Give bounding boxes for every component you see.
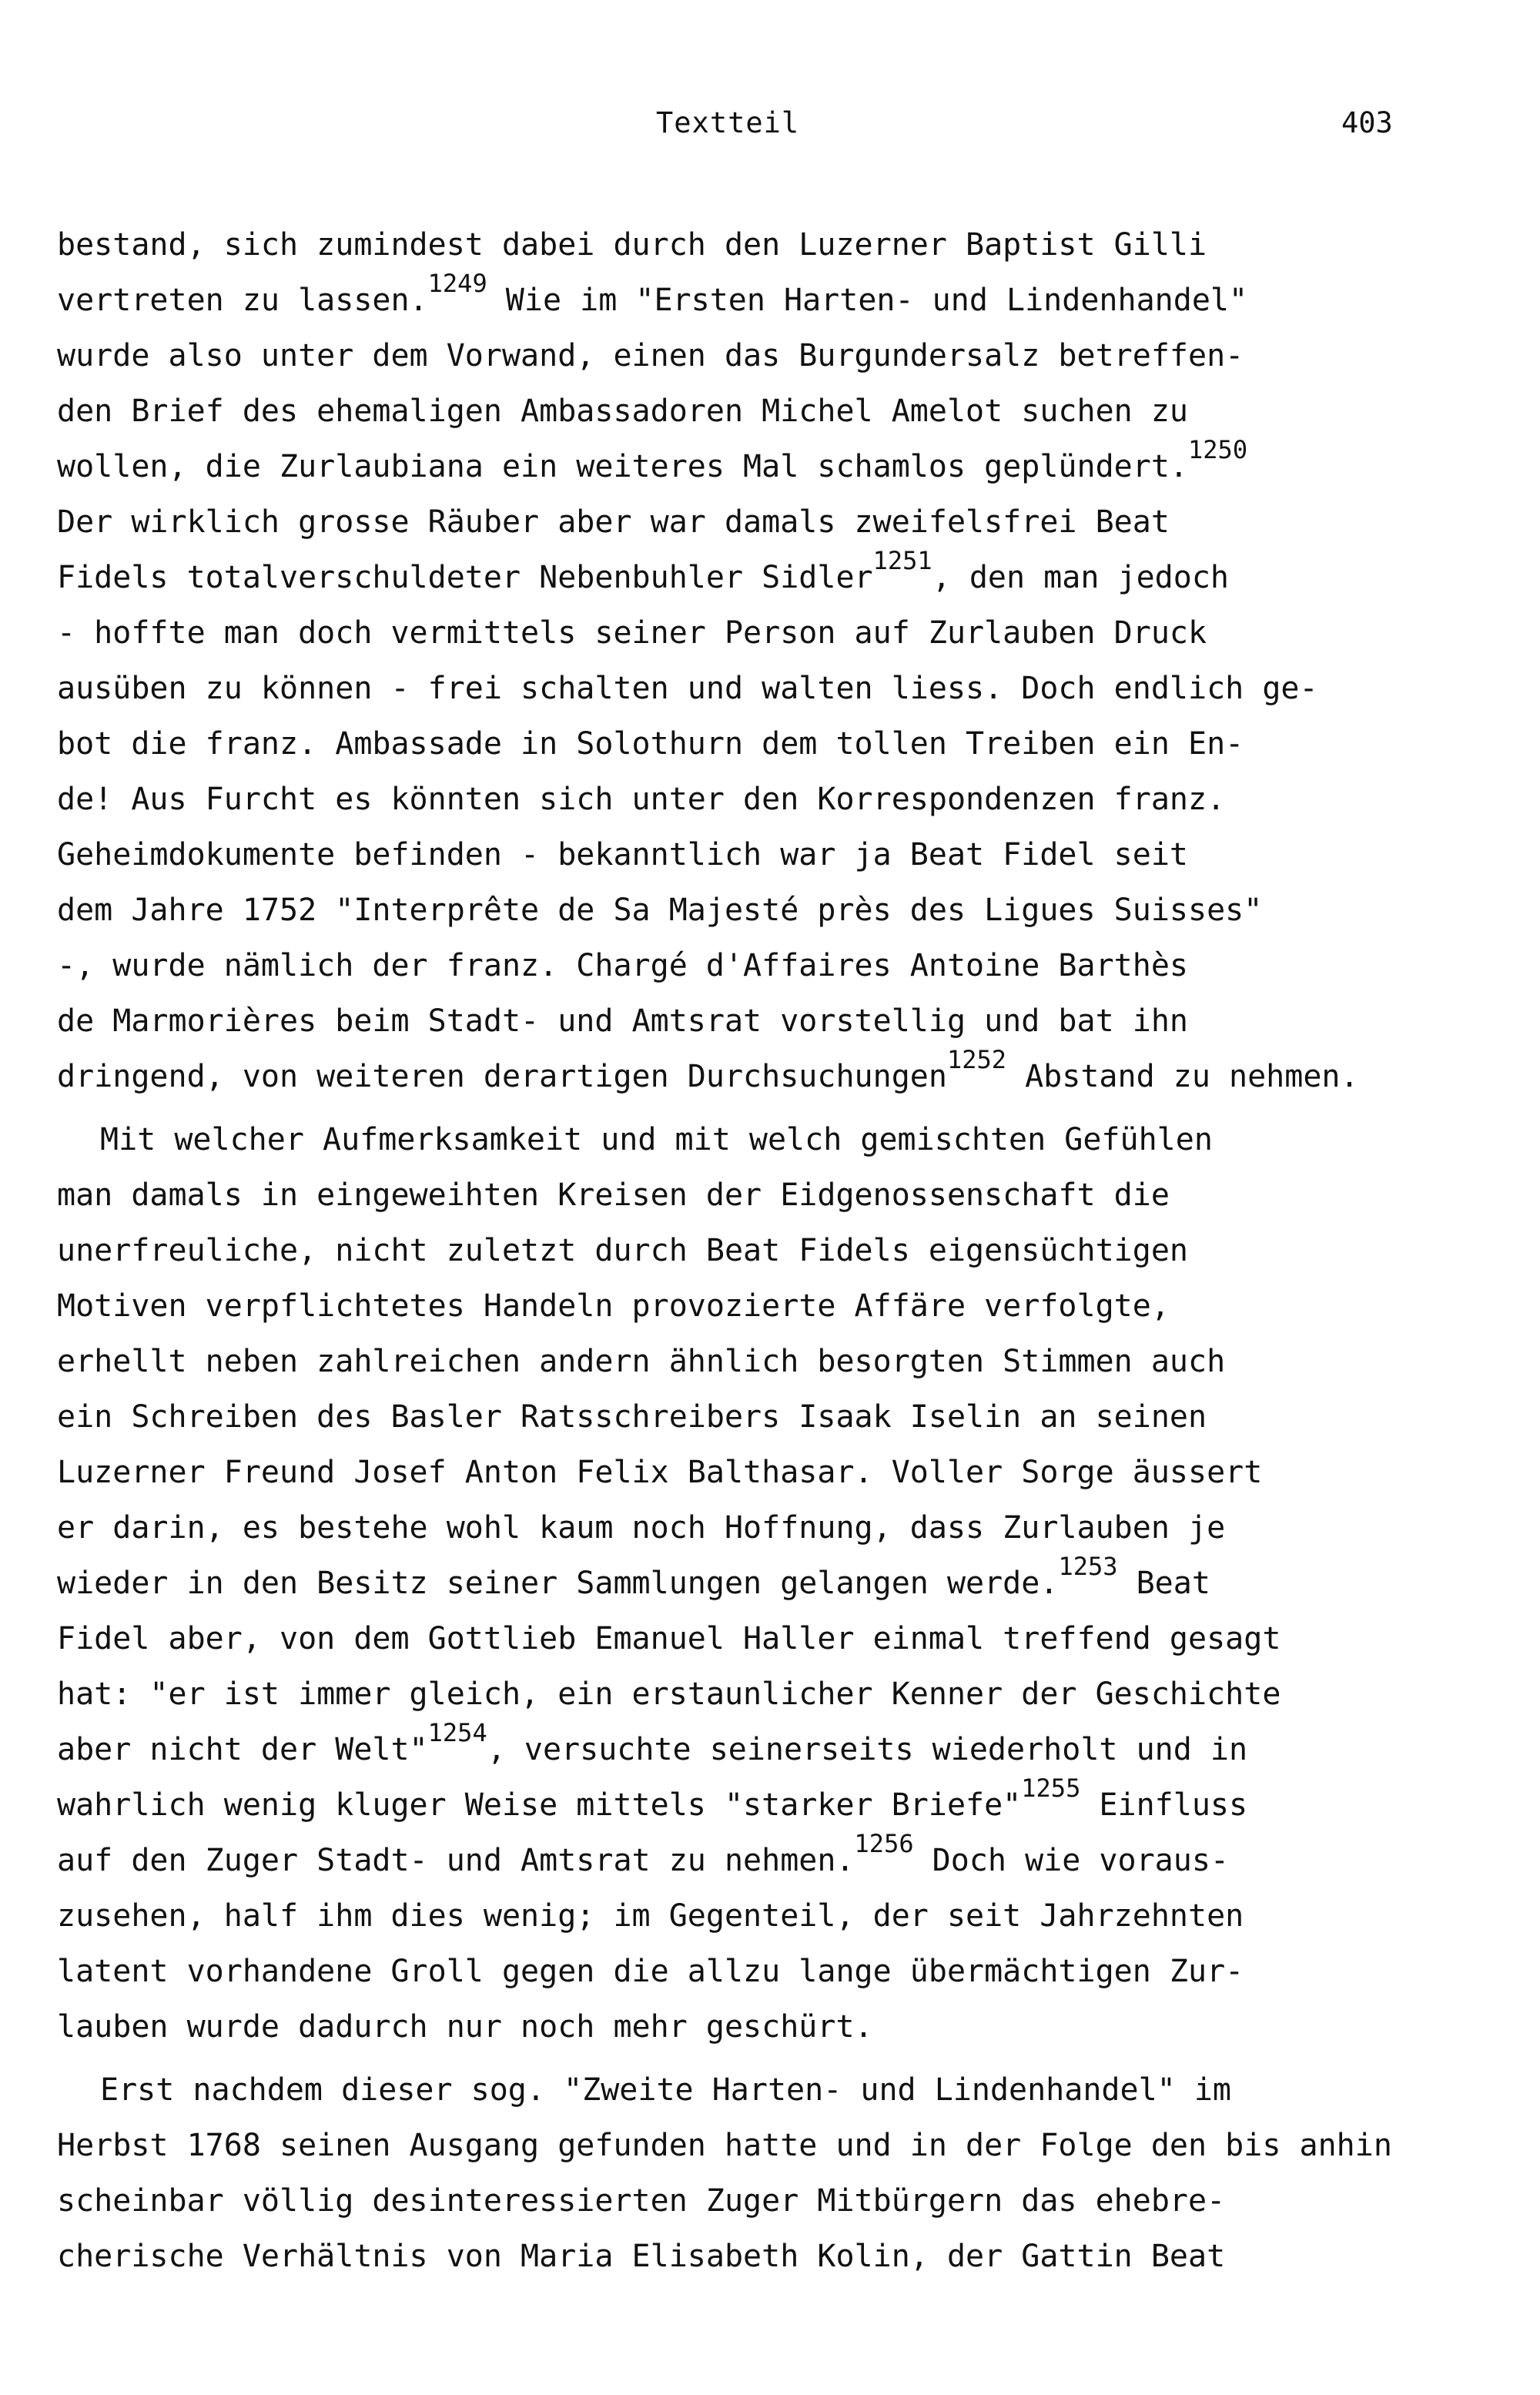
- text-line: [57, 1999, 1466, 2055]
- text-run: auf den Zuger Stadt- und Amtsrat zu nehmen.: [57, 1843, 855, 1878]
- footnote-marker: 1253: [1058, 1552, 1118, 1581]
- text-run: lauben wurde dadurch nur noch mehr geschürt.: [57, 2009, 873, 2045]
- text-run: erhellt neben zahlreichen andern ähnlich besorgten Stimmen auch: [57, 1344, 1226, 1379]
- text-run: ausüben zu können - frei schalten und walten liess. Doch endlich ge-: [57, 671, 1318, 706]
- text-line: [57, 546, 1466, 605]
- body-text: [57, 217, 1466, 2284]
- text-run: Mit welcher Aufmerksamkeit und mit welch gemischten Gefühlen: [100, 1122, 1213, 1157]
- text-run: Herbst 1768 seinen Ausgang gefunden hatte und in der Folge den bis anhin: [57, 2128, 1392, 2163]
- text-line: [57, 1611, 1466, 1666]
- text-run: hat: "er ist immer gleich, ein erstaunlicher Kenner der Geschichte: [57, 1676, 1281, 1712]
- text-line: [57, 1944, 1466, 1999]
- paragraph: [57, 217, 1466, 1104]
- text-run: den Brief des ehemaligen Ambassadoren Michel Amelot suchen zu: [57, 394, 1189, 429]
- text-line: [57, 2062, 1466, 2118]
- text-run: latent vorhandene Groll gegen die allzu lange übermächtigen Zur-: [57, 1954, 1244, 1989]
- text-line: [57, 2229, 1466, 2284]
- text-line: [57, 1167, 1466, 1223]
- text-run: Doch wie voraus-: [913, 1843, 1229, 1878]
- text-line: [57, 217, 1466, 273]
- text-line: [57, 772, 1466, 827]
- text-line: [57, 827, 1466, 883]
- footnote-marker: 1254: [427, 1718, 487, 1747]
- footnote-marker: 1249: [427, 269, 487, 298]
- text-line: [57, 435, 1466, 494]
- text-run: , versuchte seinerseits wiederholt und in: [487, 1732, 1248, 1767]
- text-run: Fidel aber, von dem Gottlieb Emanuel Haller einmal treffend gesagt: [57, 1621, 1281, 1656]
- text-line: [57, 1112, 1466, 1167]
- text-run: wollen, die Zurlaubiana ein weiteres Mal schamlos geplündert.: [57, 449, 1189, 484]
- text-run: , den man jedoch: [932, 560, 1229, 595]
- text-line: [57, 1888, 1466, 1944]
- text-run: Fidels totalverschuldeter Nebenbuhler Sidler: [57, 560, 873, 595]
- text-run: Erst nachdem dieser sog. "Zweite Harten- und Lindenhandel" im: [100, 2072, 1232, 2108]
- text-run: dringend, von weiteren derartigen Durchsuchungen: [57, 1059, 947, 1094]
- running-header: [0, 106, 1540, 152]
- text-run: Einfluss: [1080, 1787, 1248, 1823]
- text-line: [57, 1389, 1466, 1445]
- footnote-marker: 1252: [946, 1045, 1006, 1074]
- text-line: [57, 328, 1466, 384]
- text-line: [57, 1552, 1466, 1611]
- text-run: de! Aus Furcht es könnten sich unter den Korrespondenzen franz.: [57, 782, 1226, 817]
- text-line: [57, 605, 1466, 661]
- text-run: scheinbar völlig desinteressierten Zuger Mitbürgern das ehebre-: [57, 2183, 1226, 2219]
- text-run: unerfreuliche, nicht zuletzt durch Beat Fidels eigensüchtigen: [57, 1233, 1189, 1268]
- paragraph: [57, 2062, 1466, 2284]
- text-run: - hoffte man doch vermittels seiner Person auf Zurlauben Druck: [57, 615, 1207, 651]
- text-line: [57, 661, 1466, 716]
- text-run: zusehen, half ihm dies wenig; im Gegenteil, der seit Jahrzehnten: [57, 1898, 1244, 1934]
- text-run: de Marmorières beim Stadt- und Amtsrat vorstellig und bat ihn: [57, 1003, 1189, 1039]
- text-run: aber nicht der Welt": [57, 1732, 428, 1767]
- text-line: [57, 2173, 1466, 2229]
- text-run: bot die franz. Ambassade in Solothurn dem tollen Treiben ein En-: [57, 726, 1244, 762]
- page-number: 403: [1341, 106, 1393, 139]
- text-run: man damals in eingeweihten Kreisen der Eidgenossenschaft die: [57, 1177, 1170, 1213]
- text-line: [57, 2118, 1466, 2173]
- text-line: [57, 384, 1466, 439]
- text-run: -, wurde nämlich der franz. Chargé d'Affaires Antoine Barthès: [57, 948, 1189, 983]
- text-run: cherische Verhältnis von Maria Elisabeth Kolin, der Gattin Beat: [57, 2239, 1226, 2274]
- running-title: Textteil: [656, 106, 800, 139]
- text-run: Beat: [1117, 1566, 1210, 1601]
- text-run: wieder in den Besitz seiner Sammlungen gelangen werde.: [57, 1566, 1059, 1601]
- footnote-marker: 1255: [1021, 1774, 1081, 1803]
- text-line: [57, 269, 1466, 328]
- text-run: Luzerner Freund Josef Anton Felix Balthasar. Voller Sorge äussert: [57, 1455, 1263, 1490]
- text-run: Motiven verpflichtetes Handeln provozierte Affäre verfolgte,: [57, 1288, 1170, 1324]
- text-line: [57, 1500, 1466, 1556]
- text-line: [57, 993, 1466, 1049]
- text-line: [57, 1445, 1466, 1500]
- footnote-marker: 1256: [854, 1829, 914, 1858]
- footnote-marker: 1250: [1188, 435, 1248, 464]
- text-line: [57, 1334, 1466, 1389]
- text-line: [57, 1045, 1466, 1104]
- text-run: bestand, sich zumindest dabei durch den Luzerner Baptist Gilli: [57, 227, 1207, 263]
- text-line: [57, 938, 1466, 993]
- text-line: [57, 883, 1466, 938]
- text-line: [57, 494, 1466, 550]
- text-run: Wie im "Ersten Harten- und Lindenhandel": [487, 283, 1248, 318]
- text-run: er darin, es bestehe wohl kaum noch Hoffnung, dass Zurlauben je: [57, 1510, 1226, 1546]
- text-line: [57, 1829, 1466, 1888]
- text-run: Der wirklich grosse Räuber aber war damals zweifelsfrei Beat: [57, 504, 1170, 540]
- text-run: Geheimdokumente befinden - bekanntlich war ja Beat Fidel seit: [57, 837, 1189, 873]
- text-line: [57, 1223, 1466, 1278]
- text-run: Abstand zu nehmen.: [1006, 1059, 1359, 1094]
- text-line: [57, 1278, 1466, 1334]
- text-run: wurde also unter dem Vorwand, einen das Burgundersalz betreffen-: [57, 338, 1244, 373]
- footnote-marker: 1251: [872, 546, 932, 575]
- text-line: [57, 1718, 1466, 1777]
- text-run: vertreten zu lassen.: [57, 283, 428, 318]
- text-line: [57, 716, 1466, 772]
- paragraph: [57, 1112, 1466, 2055]
- text-line: [57, 1774, 1466, 1833]
- text-run: wahrlich wenig kluger Weise mittels "starker Briefe": [57, 1787, 1022, 1823]
- text-run: dem Jahre 1752 "Interprête de Sa Majesté près des Ligues Suisses": [57, 893, 1263, 928]
- text-run: ein Schreiben des Basler Ratsschreibers Isaak Iselin an seinen: [57, 1399, 1207, 1435]
- text-line: [57, 1666, 1466, 1722]
